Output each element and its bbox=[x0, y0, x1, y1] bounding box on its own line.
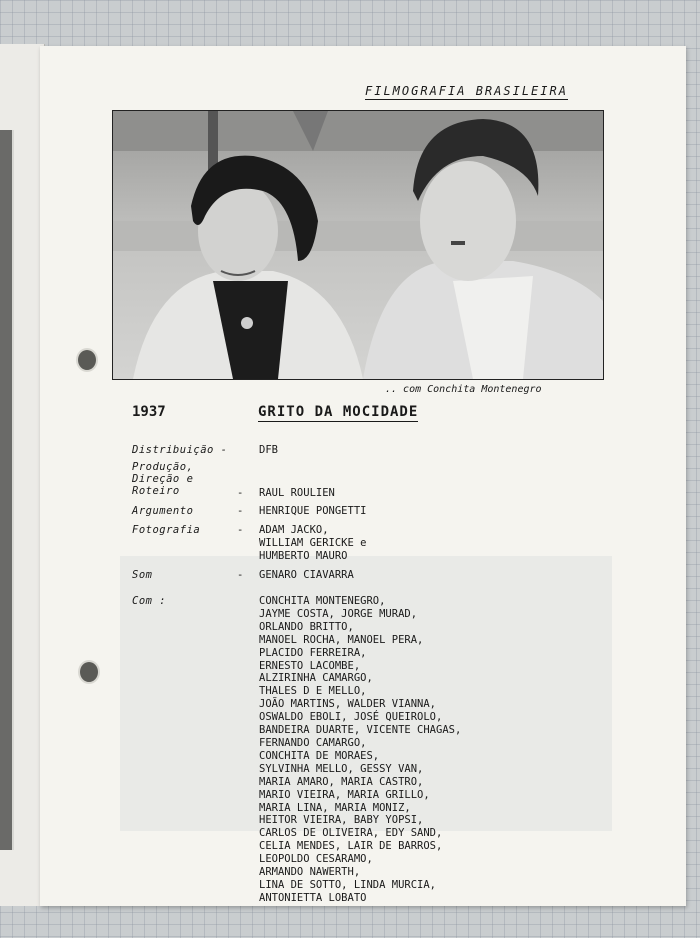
credit-value: GENARO CIAVARRA bbox=[259, 569, 354, 581]
cast-line: MARIA LINA, MARIA MONIZ, bbox=[259, 801, 411, 814]
credit-dash: - bbox=[237, 524, 244, 536]
left-page-photo-edge bbox=[0, 130, 14, 850]
cast-line: MANOEL ROCHA, MANOEL PERA, bbox=[259, 633, 424, 646]
cast-line: CELIA MENDES, LAIR DE BARROS, bbox=[259, 840, 443, 853]
cast-line: JAYME COSTA, JORGE MURAD, bbox=[259, 607, 418, 620]
cast-line: ARMANDO NAWERTH, bbox=[259, 866, 361, 879]
cast-line: ORLANDO BRITTO, bbox=[259, 620, 354, 633]
cast-line: JOÃO MARTINS, WALDER VIANNA, bbox=[259, 698, 437, 711]
cast-line: LEOPOLDO CESARAMO, bbox=[259, 853, 373, 866]
binder-hole-upper bbox=[76, 348, 98, 372]
photo-caption: .. com Conchita Montenegro bbox=[385, 384, 542, 395]
cast-line: MARIO VIEIRA, MARIA GRILLO, bbox=[259, 788, 430, 801]
document-page bbox=[40, 46, 686, 906]
cast-line: OSWALDO EBOLI, JOSÉ QUEIROLO, bbox=[259, 711, 443, 724]
credit-label: Com : bbox=[132, 595, 167, 607]
cast-line: SYLVINHA MELLO, GESSY VAN, bbox=[259, 762, 424, 775]
cast-line: MARIA AMARO, MARIA CASTRO, bbox=[259, 775, 424, 788]
cast-line: ALZIRINHA CAMARGO, bbox=[259, 672, 373, 685]
film-title: GRITO DA MOCIDADE bbox=[258, 404, 419, 420]
cast-list bbox=[259, 595, 461, 905]
credit-value: HUMBERTO MAURO bbox=[259, 550, 348, 562]
credit-value: RAUL ROULIEN bbox=[259, 487, 335, 499]
cast-line: FERNANDO CAMARGO, bbox=[259, 736, 367, 749]
cast-line: CARLOS DE OLIVEIRA, EDY SAND, bbox=[259, 827, 443, 840]
cast-line: ANTONIETTA LOBATO bbox=[259, 891, 367, 904]
cast-line: HEITOR VIEIRA, BABY YOPSI, bbox=[259, 814, 424, 827]
credit-value: ADAM JACKO, bbox=[259, 524, 329, 536]
cast-line: CONCHITA DE MORAES, bbox=[259, 749, 380, 762]
cast-line: THALES D E MELLO, bbox=[259, 685, 367, 698]
film-year: 1937 bbox=[132, 404, 166, 420]
credit-label: Fotografia bbox=[132, 524, 201, 536]
credit-value: HENRIQUE PONGETTI bbox=[259, 505, 367, 517]
cast-line: ERNESTO LACOMBE, bbox=[259, 659, 361, 672]
cast-line: BANDEIRA DUARTE, VICENTE CHAGAS, bbox=[259, 724, 462, 737]
cast-line: PLACIDO FERREIRA, bbox=[259, 646, 367, 659]
credit-value: DFB bbox=[259, 444, 278, 456]
credit-label: Som bbox=[132, 569, 153, 581]
film-still-photo bbox=[112, 110, 604, 380]
credit-dash: - bbox=[237, 487, 244, 499]
credit-dash: - bbox=[237, 569, 244, 581]
cast-line: CONCHITA MONTENEGRO, bbox=[259, 595, 386, 607]
binder-hole-lower bbox=[78, 660, 100, 684]
credit-value: WILLIAM GERICKE e bbox=[259, 537, 367, 549]
cast-line: LINA DE SOTTO, LINDA MURCIA, bbox=[259, 878, 437, 891]
credit-dash: - bbox=[237, 505, 244, 517]
credit-label: Produção, Direção e Roteiro bbox=[132, 461, 194, 497]
credit-label: Distribuição - bbox=[132, 444, 228, 456]
page-header: FILMOGRAFIA BRASILEIRA bbox=[365, 84, 568, 98]
credit-label: Argumento bbox=[132, 505, 194, 517]
